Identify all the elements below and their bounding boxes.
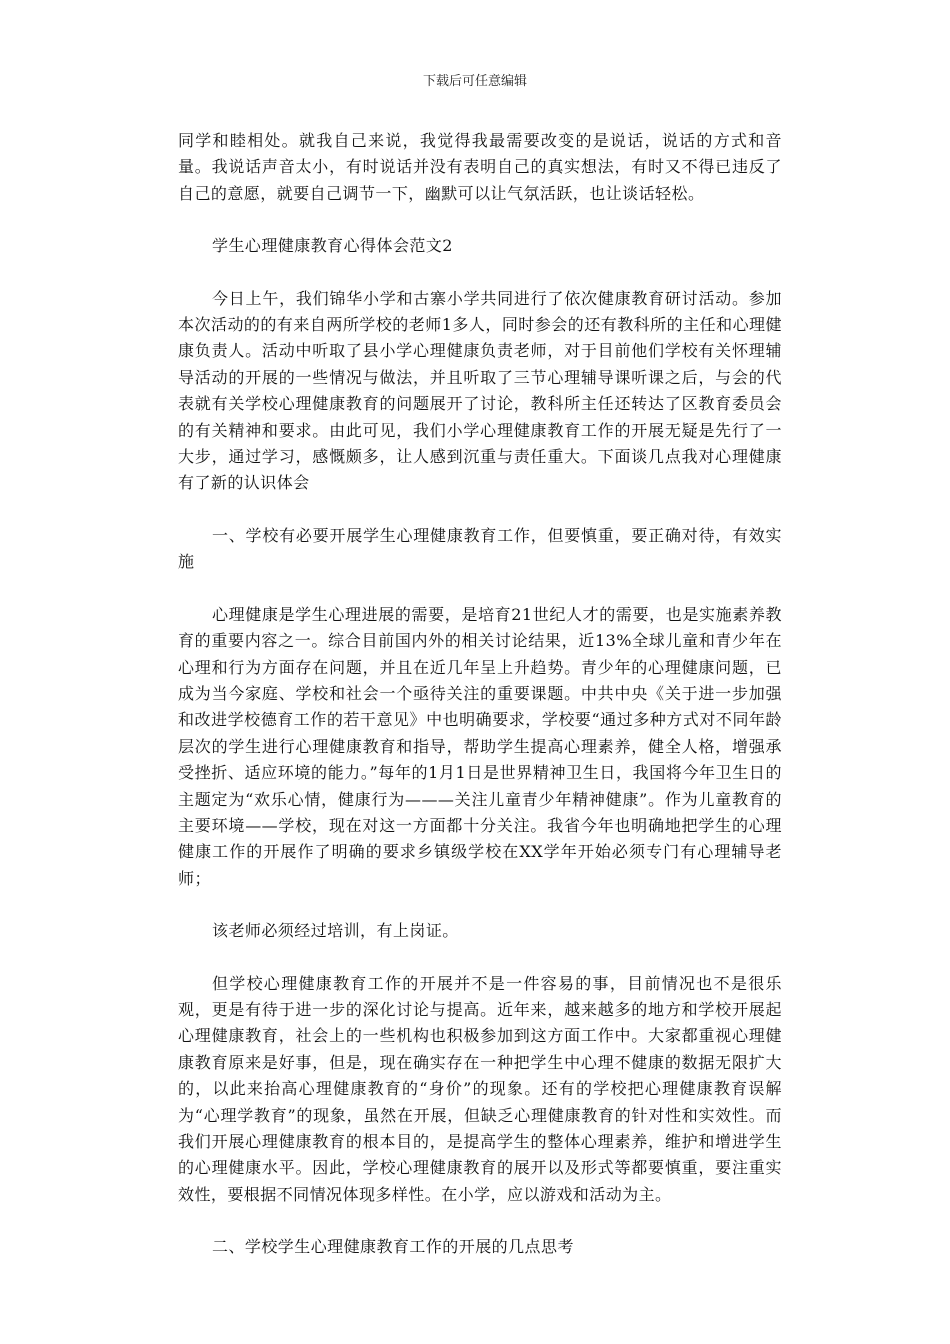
paragraph: 但学校心理健康教育工作的开展并不是一件容易的事，目前情况也不是很乐观，更是有待于进一步的深化讨论与提高。近年来，越来越多的地方和学校开展起心理健康教育，社会上的一些机构也积极参加到这方面工作中。大家都重视心理健康教育原来是好事，但是，现在确实存在一种把学生中心理不健康的数据无限扩大的，以此来抬高心理健康教育的“身价”的现象。还有的学校把心理健康教育误解为“心理学教育”的现象，虽然在开展，但缺乏心理健康教育的针对性和实效性。而我们开展心理健康教育的根本目的，是提高学生的整体心理素养，维护和增进学生的心理健康水平。因此，学校心理健康教育的展开以及形式等都要慎重，要注重实效性，要根据不同情况体现多样性。在小学，应以游戏和活动为主。	[178, 973, 782, 1204]
section-heading: 二、学校学生心理健康教育工作的开展的几点思考	[212, 1237, 574, 1257]
section-title: 学生心理健康教育心得体会范文2	[212, 236, 453, 256]
paragraph: 今日上午，我们锦华小学和古寨小学共同进行了依次健康教育研讨活动。参加本次活动的的有来自两所学校的老师1多人，同时参会的还有教科所的主任和心理健康负责人。活动中听取了县小学心理健康负责老师，对于目前他们学校有关怀理辅导活动的开展的一些情况与做法，并且听取了三节心理辅导课听课之后，与会的代表就有关学校心理健康教育的问题展开了讨论，教科所主任还转达了区教育委员会的有关精神和要求。由此可见，我们小学心理健康教育工作的开展无疑是先行了一大步，通过学习，感慨颇多，让人感到沉重与责任重大。下面谈几点我对心理健康有了新的认识体会	[178, 288, 782, 493]
page-header: 下载后可任意编辑	[422, 74, 527, 89]
paragraph: 心理健康是学生心理进展的需要，是培育21世纪人才的需要，也是实施素养教育的重要内容之一。综合目前国内外的相关讨论结果，近13%全球儿童和青少年在心理和行为方面存在问题，并且在近几年呈上升趋势。青少年的心理健康问题，已成为当今家庭、学校和社会一个亟待关注的重要课题。中共中央《关于进一步加强和改进学校德育工作的若干意见》中也明确要求，学校要“通过多种方式对不同年龄层次的学生进行心理健康教育和指导，帮助学生提高心理素养，健全人格，增强承受挫折、适应环境的能力。”每年的1月1日是世界精神卫生日，我国将今年卫生日的主题定为“欢乐心情，健康行为———关注儿童青少年精神健康”。作为儿童教育的主要环境——学校，现在对这一方面都十分关注。我省今年也明确地把学生的心理健康工作的开展作了明确的要求乡镇级学校在XX学年开始必须专门有心理辅导老师；	[178, 604, 782, 888]
document-body	[178, 128, 782, 1261]
paragraph: 该老师必须经过培训，有上岗证。	[212, 921, 459, 941]
section-heading: 一、学校有必要开展学生心理健康教育工作，但要慎重，要正确对待，有效实施	[178, 525, 782, 572]
paragraph: 同学和睦相处。就我自己来说，我觉得我最需要改变的是说话，说话的方式和音量。我说话声音太小，有时说话并没有表明自己的真实想法，有时又不得已违反了自己的意愿，就要自己调节一下，幽默可以让气氛活跃，也让谈话轻松。	[178, 131, 782, 203]
